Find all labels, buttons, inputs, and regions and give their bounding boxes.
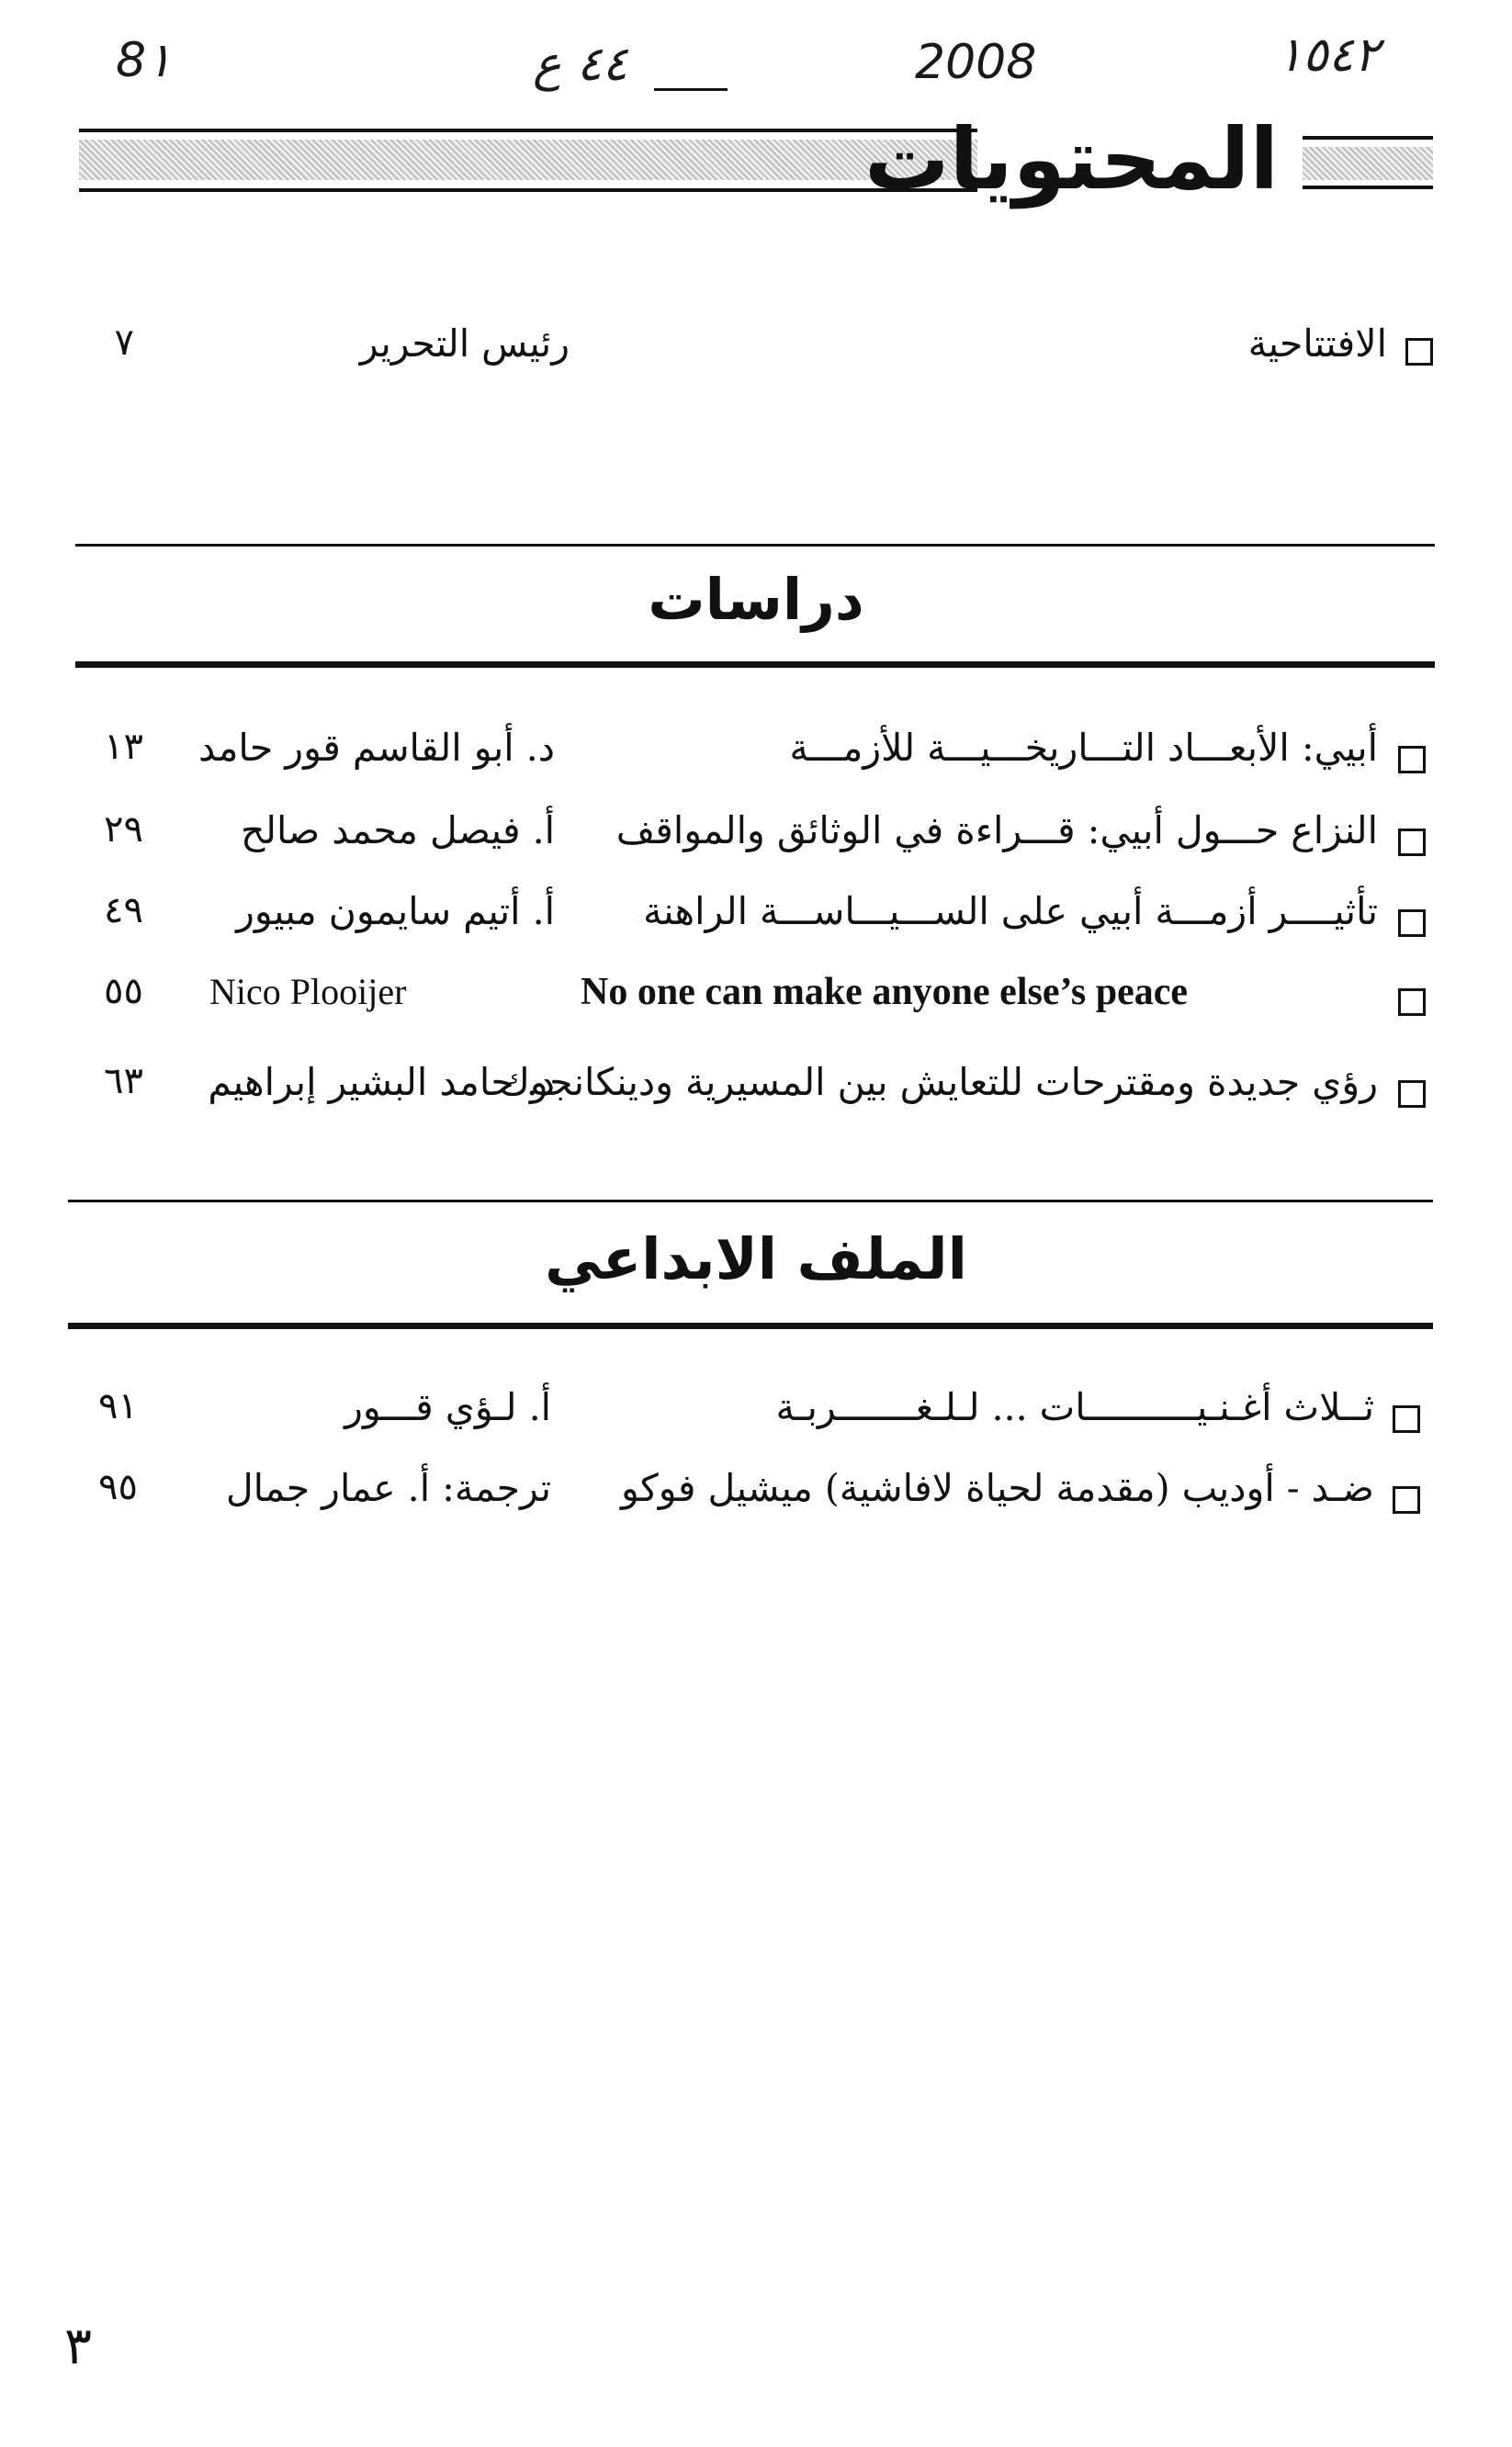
entry-title: أبيي: الأبعـــاد التـــاريخـــيـــة للأزمـــة bbox=[789, 726, 1378, 770]
entry-title: No one can make anyone else’s peace bbox=[581, 971, 1189, 1013]
checkbox-icon bbox=[1398, 746, 1426, 773]
entry-author: Nico Plooijer bbox=[209, 971, 407, 1012]
editorial-author: رئيس التحرير bbox=[359, 321, 570, 366]
header-screen-pattern-right bbox=[1303, 147, 1433, 180]
page-title: المحتويات bbox=[864, 110, 1279, 209]
section-rule-top bbox=[68, 1200, 1433, 1202]
checkbox-icon bbox=[1398, 909, 1426, 937]
entry-author: د. حامد البشير إبراهيم bbox=[208, 1060, 555, 1104]
section-heading: الملف الابداعي bbox=[545, 1225, 967, 1292]
header-rule-bottom bbox=[79, 188, 977, 192]
entry-page: ٩٥ bbox=[98, 1466, 138, 1508]
header-rule-top bbox=[79, 129, 977, 132]
handwritten-mark-issue: ٤٤ ع bbox=[533, 37, 628, 92]
header-screen-pattern-left bbox=[79, 140, 977, 180]
entry-page: ٩١ bbox=[98, 1385, 138, 1427]
checkbox-icon bbox=[1398, 988, 1426, 1016]
entry-author: د. أبو القاسم قور حامد bbox=[197, 726, 555, 770]
entry-title: تأثيــــر أزمـــة أبيي على الســـيـــاســـة الراهنة bbox=[643, 889, 1378, 933]
entry-title: النزاع حـــول أبيي: قـــراءة في الوثائق والمواقف bbox=[615, 808, 1378, 852]
checkbox-icon bbox=[1398, 829, 1426, 856]
handwritten-mark-right: ١٥٤٢ bbox=[1277, 28, 1380, 83]
entry-page: ٥٥ bbox=[104, 970, 143, 1012]
checkbox-icon bbox=[1405, 338, 1433, 366]
header-rule-right-bottom bbox=[1303, 186, 1433, 189]
editorial-title: الافتتاحية bbox=[1247, 321, 1387, 366]
header-rule-right-top bbox=[1303, 136, 1433, 140]
section-rule-bottom bbox=[68, 1323, 1433, 1329]
entry-page: ٢٩ bbox=[104, 808, 143, 851]
section-rule-bottom bbox=[75, 661, 1435, 668]
checkbox-icon bbox=[1398, 1080, 1426, 1108]
handwritten-mark-left: 8١ bbox=[116, 33, 173, 88]
entry-author: أ. لـؤي قـــور bbox=[344, 1385, 551, 1429]
entry-author: أ. فيصل محمد صالح bbox=[240, 808, 555, 852]
entry-page: ٤٩ bbox=[104, 889, 143, 931]
entry-author: أ. أتيم سايمون مبيور bbox=[236, 889, 555, 933]
entry-title: ثــلاث أغـنـيــــــــــات ... لـلـغـــــــربـة bbox=[775, 1385, 1374, 1429]
handwritten-underline bbox=[654, 88, 728, 91]
entry-page: ٦٣ bbox=[104, 1060, 143, 1102]
entry-title: رؤي جديدة ومقترحات للتعايش بين المسيرية ودينكانجوك bbox=[499, 1060, 1378, 1104]
entry-author: ترجمة: أ. عمار جمال bbox=[225, 1466, 551, 1510]
editorial-page: ٧ bbox=[114, 321, 134, 364]
checkbox-icon bbox=[1393, 1405, 1420, 1433]
entry-page: ١٣ bbox=[104, 726, 143, 768]
handwritten-mark-year: 2008 bbox=[915, 35, 1037, 90]
entry-title: ضـد - أوديب (مقدمة لحياة لافاشية) ميشيل فوكو bbox=[621, 1466, 1374, 1510]
page-number: ٣ bbox=[64, 2317, 93, 2376]
section-heading: دراسات bbox=[648, 566, 864, 633]
checkbox-icon bbox=[1393, 1486, 1420, 1514]
section-rule-top bbox=[75, 544, 1435, 547]
